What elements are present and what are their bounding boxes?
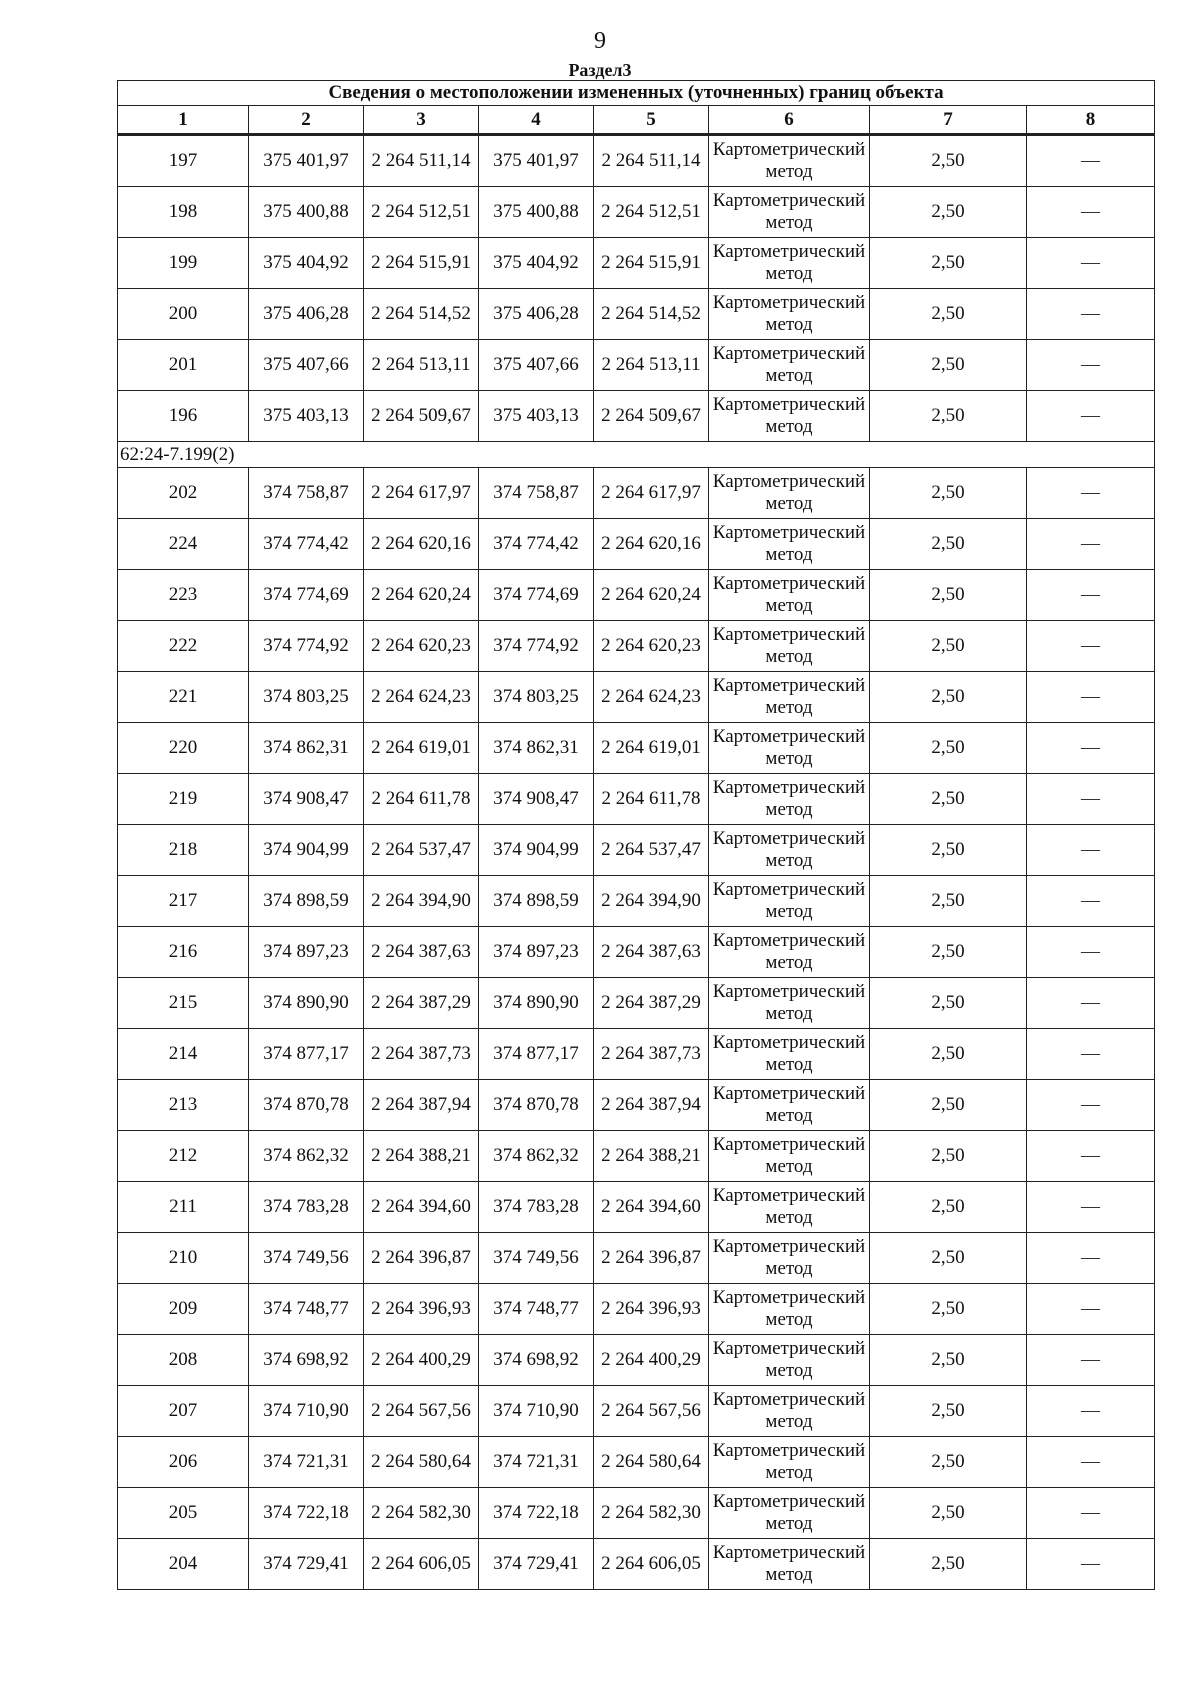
y-refined-cell: 2 264 515,91 bbox=[594, 238, 709, 289]
description-cell: — bbox=[1027, 825, 1155, 876]
point-number-cell: 223 bbox=[118, 570, 249, 621]
description-cell: — bbox=[1027, 978, 1155, 1029]
x-refined-cell: 374 908,47 bbox=[479, 774, 594, 825]
accuracy-cell: 2,50 bbox=[870, 927, 1027, 978]
y-refined-cell: 2 264 387,94 bbox=[594, 1080, 709, 1131]
x-existing-cell: 375 403,13 bbox=[249, 391, 364, 442]
determination-method-cell: Картометрический метод bbox=[709, 1437, 870, 1488]
x-refined-cell: 374 870,78 bbox=[479, 1080, 594, 1131]
y-refined-cell: 2 264 387,29 bbox=[594, 978, 709, 1029]
x-existing-cell: 374 803,25 bbox=[249, 672, 364, 723]
table-row bbox=[118, 238, 1155, 289]
x-existing-cell: 374 908,47 bbox=[249, 774, 364, 825]
x-refined-cell: 375 401,97 bbox=[479, 135, 594, 187]
y-refined-cell: 2 264 387,73 bbox=[594, 1029, 709, 1080]
point-number-cell: 215 bbox=[118, 978, 249, 1029]
point-number-cell: 209 bbox=[118, 1284, 249, 1335]
x-refined-cell: 374 904,99 bbox=[479, 825, 594, 876]
y-refined-cell: 2 264 620,24 bbox=[594, 570, 709, 621]
table-row bbox=[118, 289, 1155, 340]
table-row bbox=[118, 340, 1155, 391]
x-existing-cell: 374 783,28 bbox=[249, 1182, 364, 1233]
determination-method-cell: Картометрический метод bbox=[709, 1488, 870, 1539]
description-cell: — bbox=[1027, 1233, 1155, 1284]
x-existing-cell: 374 758,87 bbox=[249, 468, 364, 519]
point-number-cell: 212 bbox=[118, 1131, 249, 1182]
x-refined-cell: 374 897,23 bbox=[479, 927, 594, 978]
y-existing-cell: 2 264 513,11 bbox=[364, 340, 479, 391]
description-cell: — bbox=[1027, 672, 1155, 723]
x-existing-cell: 374 774,69 bbox=[249, 570, 364, 621]
y-existing-cell: 2 264 396,87 bbox=[364, 1233, 479, 1284]
description-cell: — bbox=[1027, 876, 1155, 927]
x-existing-cell: 375 404,92 bbox=[249, 238, 364, 289]
determination-method-cell: Картометрический метод bbox=[709, 391, 870, 442]
point-number-cell: 210 bbox=[118, 1233, 249, 1284]
accuracy-cell: 2,50 bbox=[870, 1233, 1027, 1284]
description-cell: — bbox=[1027, 468, 1155, 519]
y-existing-cell: 2 264 624,23 bbox=[364, 672, 479, 723]
description-cell: — bbox=[1027, 774, 1155, 825]
y-existing-cell: 2 264 512,51 bbox=[364, 187, 479, 238]
y-existing-cell: 2 264 511,14 bbox=[364, 135, 479, 187]
y-refined-cell: 2 264 509,67 bbox=[594, 391, 709, 442]
table-row bbox=[118, 1233, 1155, 1284]
table-row bbox=[118, 570, 1155, 621]
determination-method-cell: Картометрический метод bbox=[709, 1131, 870, 1182]
y-existing-cell: 2 264 387,73 bbox=[364, 1029, 479, 1080]
table-row bbox=[118, 391, 1155, 442]
determination-method-cell: Картометрический метод bbox=[709, 1386, 870, 1437]
table-row bbox=[118, 1335, 1155, 1386]
y-refined-cell: 2 264 400,29 bbox=[594, 1335, 709, 1386]
description-cell: — bbox=[1027, 1437, 1155, 1488]
x-refined-cell: 374 890,90 bbox=[479, 978, 594, 1029]
x-existing-cell: 375 401,97 bbox=[249, 135, 364, 187]
description-cell: — bbox=[1027, 340, 1155, 391]
accuracy-cell: 2,50 bbox=[870, 1386, 1027, 1437]
description-cell: — bbox=[1027, 1029, 1155, 1080]
table-row bbox=[118, 468, 1155, 519]
table-row bbox=[118, 1488, 1155, 1539]
point-number-cell: 201 bbox=[118, 340, 249, 391]
x-refined-cell: 375 403,13 bbox=[479, 391, 594, 442]
table-row bbox=[118, 723, 1155, 774]
y-existing-cell: 2 264 580,64 bbox=[364, 1437, 479, 1488]
table-row bbox=[118, 1284, 1155, 1335]
point-number-cell: 211 bbox=[118, 1182, 249, 1233]
table-row bbox=[118, 825, 1155, 876]
y-refined-cell: 2 264 567,56 bbox=[594, 1386, 709, 1437]
description-cell: — bbox=[1027, 1131, 1155, 1182]
y-existing-cell: 2 264 394,90 bbox=[364, 876, 479, 927]
x-existing-cell: 374 721,31 bbox=[249, 1437, 364, 1488]
table-row bbox=[118, 1029, 1155, 1080]
table-row bbox=[118, 135, 1155, 187]
description-cell: — bbox=[1027, 519, 1155, 570]
y-existing-cell: 2 264 611,78 bbox=[364, 774, 479, 825]
description-cell: — bbox=[1027, 1284, 1155, 1335]
description-cell: — bbox=[1027, 621, 1155, 672]
point-number-cell: 197 bbox=[118, 135, 249, 187]
y-refined-cell: 2 264 511,14 bbox=[594, 135, 709, 187]
y-refined-cell: 2 264 396,87 bbox=[594, 1233, 709, 1284]
x-existing-cell: 374 729,41 bbox=[249, 1539, 364, 1590]
x-refined-cell: 375 400,88 bbox=[479, 187, 594, 238]
table-row bbox=[118, 1080, 1155, 1131]
x-refined-cell: 374 729,41 bbox=[479, 1539, 594, 1590]
accuracy-cell: 2,50 bbox=[870, 876, 1027, 927]
x-existing-cell: 374 774,42 bbox=[249, 519, 364, 570]
accuracy-cell: 2,50 bbox=[870, 519, 1027, 570]
description-cell: — bbox=[1027, 135, 1155, 187]
point-number-cell: 204 bbox=[118, 1539, 249, 1590]
determination-method-cell: Картометрический метод bbox=[709, 570, 870, 621]
determination-method-cell: Картометрический метод bbox=[709, 1284, 870, 1335]
determination-method-cell: Картометрический метод bbox=[709, 1233, 870, 1284]
column-number-row bbox=[118, 106, 1155, 135]
boundary-coordinates-table bbox=[117, 80, 1155, 1590]
determination-method-cell: Картометрический метод bbox=[709, 289, 870, 340]
x-refined-cell: 375 404,92 bbox=[479, 238, 594, 289]
x-existing-cell: 374 898,59 bbox=[249, 876, 364, 927]
y-refined-cell: 2 264 387,63 bbox=[594, 927, 709, 978]
description-cell: — bbox=[1027, 570, 1155, 621]
x-refined-cell: 374 774,69 bbox=[479, 570, 594, 621]
accuracy-cell: 2,50 bbox=[870, 1284, 1027, 1335]
y-existing-cell: 2 264 387,29 bbox=[364, 978, 479, 1029]
accuracy-cell: 2,50 bbox=[870, 1182, 1027, 1233]
point-number-cell: 219 bbox=[118, 774, 249, 825]
table-row bbox=[118, 187, 1155, 238]
accuracy-cell: 2,50 bbox=[870, 621, 1027, 672]
point-number-cell: 207 bbox=[118, 1386, 249, 1437]
y-existing-cell: 2 264 394,60 bbox=[364, 1182, 479, 1233]
x-existing-cell: 374 890,90 bbox=[249, 978, 364, 1029]
point-number-cell: 224 bbox=[118, 519, 249, 570]
accuracy-cell: 2,50 bbox=[870, 187, 1027, 238]
y-refined-cell: 2 264 394,90 bbox=[594, 876, 709, 927]
point-number-cell: 198 bbox=[118, 187, 249, 238]
determination-method-cell: Картометрический метод bbox=[709, 1182, 870, 1233]
y-existing-cell: 2 264 387,94 bbox=[364, 1080, 479, 1131]
x-existing-cell: 375 406,28 bbox=[249, 289, 364, 340]
determination-method-cell: Картометрический метод bbox=[709, 468, 870, 519]
table-caption: Сведения о местоположении измененных (уточненных) границ объекта bbox=[118, 81, 1155, 106]
determination-method-cell: Картометрический метод bbox=[709, 825, 870, 876]
x-existing-cell: 374 749,56 bbox=[249, 1233, 364, 1284]
y-existing-cell: 2 264 514,52 bbox=[364, 289, 479, 340]
column-number: 5 bbox=[594, 106, 709, 135]
table-row bbox=[118, 519, 1155, 570]
description-cell: — bbox=[1027, 289, 1155, 340]
determination-method-cell: Картометрический метод bbox=[709, 672, 870, 723]
y-refined-cell: 2 264 617,97 bbox=[594, 468, 709, 519]
y-existing-cell: 2 264 620,24 bbox=[364, 570, 479, 621]
point-number-cell: 208 bbox=[118, 1335, 249, 1386]
description-cell: — bbox=[1027, 238, 1155, 289]
table-row bbox=[118, 927, 1155, 978]
y-existing-cell: 2 264 606,05 bbox=[364, 1539, 479, 1590]
determination-method-cell: Картометрический метод bbox=[709, 238, 870, 289]
table-row bbox=[118, 978, 1155, 1029]
accuracy-cell: 2,50 bbox=[870, 723, 1027, 774]
x-existing-cell: 374 877,17 bbox=[249, 1029, 364, 1080]
point-number-cell: 206 bbox=[118, 1437, 249, 1488]
description-cell: — bbox=[1027, 391, 1155, 442]
y-refined-cell: 2 264 620,16 bbox=[594, 519, 709, 570]
x-refined-cell: 375 406,28 bbox=[479, 289, 594, 340]
point-number-cell: 221 bbox=[118, 672, 249, 723]
point-number-cell: 214 bbox=[118, 1029, 249, 1080]
point-number-cell: 217 bbox=[118, 876, 249, 927]
section-title: Раздел3 bbox=[568, 60, 632, 80]
column-number: 7 bbox=[870, 106, 1027, 135]
y-refined-cell: 2 264 620,23 bbox=[594, 621, 709, 672]
table-row bbox=[118, 621, 1155, 672]
table-caption-row bbox=[118, 81, 1155, 106]
y-existing-cell: 2 264 619,01 bbox=[364, 723, 479, 774]
x-refined-cell: 374 774,42 bbox=[479, 519, 594, 570]
column-number: 4 bbox=[479, 106, 594, 135]
y-refined-cell: 2 264 624,23 bbox=[594, 672, 709, 723]
accuracy-cell: 2,50 bbox=[870, 1488, 1027, 1539]
accuracy-cell: 2,50 bbox=[870, 468, 1027, 519]
determination-method-cell: Картометрический метод bbox=[709, 1335, 870, 1386]
y-existing-cell: 2 264 515,91 bbox=[364, 238, 479, 289]
table-body bbox=[118, 81, 1155, 1590]
column-number: 8 bbox=[1027, 106, 1155, 135]
table-row bbox=[118, 774, 1155, 825]
accuracy-cell: 2,50 bbox=[870, 238, 1027, 289]
accuracy-cell: 2,50 bbox=[870, 1131, 1027, 1182]
x-refined-cell: 374 898,59 bbox=[479, 876, 594, 927]
accuracy-cell: 2,50 bbox=[870, 570, 1027, 621]
accuracy-cell: 2,50 bbox=[870, 672, 1027, 723]
y-refined-cell: 2 264 394,60 bbox=[594, 1182, 709, 1233]
x-refined-cell: 374 862,31 bbox=[479, 723, 594, 774]
x-existing-cell: 374 774,92 bbox=[249, 621, 364, 672]
y-existing-cell: 2 264 537,47 bbox=[364, 825, 479, 876]
x-existing-cell: 375 407,66 bbox=[249, 340, 364, 391]
point-number-cell: 202 bbox=[118, 468, 249, 519]
determination-method-cell: Картометрический метод bbox=[709, 1539, 870, 1590]
determination-method-cell: Картометрический метод bbox=[709, 519, 870, 570]
column-number: 2 bbox=[249, 106, 364, 135]
accuracy-cell: 2,50 bbox=[870, 1080, 1027, 1131]
accuracy-cell: 2,50 bbox=[870, 825, 1027, 876]
accuracy-cell: 2,50 bbox=[870, 1539, 1027, 1590]
x-refined-cell: 375 407,66 bbox=[479, 340, 594, 391]
x-refined-cell: 374 722,18 bbox=[479, 1488, 594, 1539]
x-refined-cell: 374 862,32 bbox=[479, 1131, 594, 1182]
x-existing-cell: 374 710,90 bbox=[249, 1386, 364, 1437]
x-refined-cell: 374 877,17 bbox=[479, 1029, 594, 1080]
y-refined-cell: 2 264 396,93 bbox=[594, 1284, 709, 1335]
accuracy-cell: 2,50 bbox=[870, 1437, 1027, 1488]
determination-method-cell: Картометрический метод bbox=[709, 876, 870, 927]
accuracy-cell: 2,50 bbox=[870, 340, 1027, 391]
determination-method-cell: Картометрический метод bbox=[709, 978, 870, 1029]
determination-method-cell: Картометрический метод bbox=[709, 723, 870, 774]
description-cell: — bbox=[1027, 1488, 1155, 1539]
x-existing-cell: 374 698,92 bbox=[249, 1335, 364, 1386]
point-number-cell: 213 bbox=[118, 1080, 249, 1131]
accuracy-cell: 2,50 bbox=[870, 391, 1027, 442]
y-refined-cell: 2 264 512,51 bbox=[594, 187, 709, 238]
accuracy-cell: 2,50 bbox=[870, 1029, 1027, 1080]
y-refined-cell: 2 264 580,64 bbox=[594, 1437, 709, 1488]
determination-method-cell: Картометрический метод bbox=[709, 621, 870, 672]
y-existing-cell: 2 264 387,63 bbox=[364, 927, 479, 978]
point-number-cell: 222 bbox=[118, 621, 249, 672]
description-cell: — bbox=[1027, 1539, 1155, 1590]
description-cell: — bbox=[1027, 1335, 1155, 1386]
y-refined-cell: 2 264 606,05 bbox=[594, 1539, 709, 1590]
point-number-cell: 216 bbox=[118, 927, 249, 978]
accuracy-cell: 2,50 bbox=[870, 135, 1027, 187]
description-cell: — bbox=[1027, 723, 1155, 774]
y-existing-cell: 2 264 617,97 bbox=[364, 468, 479, 519]
x-existing-cell: 374 862,32 bbox=[249, 1131, 364, 1182]
group-label: 62:24-7.199(2) bbox=[118, 442, 1155, 468]
x-existing-cell: 374 870,78 bbox=[249, 1080, 364, 1131]
description-cell: — bbox=[1027, 1080, 1155, 1131]
accuracy-cell: 2,50 bbox=[870, 978, 1027, 1029]
column-number: 6 bbox=[709, 106, 870, 135]
table-row bbox=[118, 1131, 1155, 1182]
x-refined-cell: 374 748,77 bbox=[479, 1284, 594, 1335]
x-refined-cell: 374 749,56 bbox=[479, 1233, 594, 1284]
x-refined-cell: 374 783,28 bbox=[479, 1182, 594, 1233]
x-existing-cell: 374 862,31 bbox=[249, 723, 364, 774]
y-existing-cell: 2 264 582,30 bbox=[364, 1488, 479, 1539]
table-row bbox=[118, 1386, 1155, 1437]
y-refined-cell: 2 264 619,01 bbox=[594, 723, 709, 774]
description-cell: — bbox=[1027, 187, 1155, 238]
accuracy-cell: 2,50 bbox=[870, 289, 1027, 340]
x-existing-cell: 374 904,99 bbox=[249, 825, 364, 876]
description-cell: — bbox=[1027, 1386, 1155, 1437]
column-number: 3 bbox=[364, 106, 479, 135]
x-refined-cell: 374 774,92 bbox=[479, 621, 594, 672]
y-refined-cell: 2 264 514,52 bbox=[594, 289, 709, 340]
y-refined-cell: 2 264 611,78 bbox=[594, 774, 709, 825]
table-row bbox=[118, 876, 1155, 927]
table-row bbox=[118, 1182, 1155, 1233]
point-number-cell: 218 bbox=[118, 825, 249, 876]
y-existing-cell: 2 264 567,56 bbox=[364, 1386, 479, 1437]
table-row bbox=[118, 1437, 1155, 1488]
x-refined-cell: 374 698,92 bbox=[479, 1335, 594, 1386]
point-number-cell: 205 bbox=[118, 1488, 249, 1539]
accuracy-cell: 2,50 bbox=[870, 1335, 1027, 1386]
determination-method-cell: Картометрический метод bbox=[709, 340, 870, 391]
x-existing-cell: 374 897,23 bbox=[249, 927, 364, 978]
point-number-cell: 199 bbox=[118, 238, 249, 289]
y-refined-cell: 2 264 388,21 bbox=[594, 1131, 709, 1182]
point-number-cell: 200 bbox=[118, 289, 249, 340]
x-refined-cell: 374 803,25 bbox=[479, 672, 594, 723]
page-number: 9 bbox=[594, 28, 606, 54]
x-existing-cell: 375 400,88 bbox=[249, 187, 364, 238]
table-row bbox=[118, 672, 1155, 723]
y-refined-cell: 2 264 513,11 bbox=[594, 340, 709, 391]
x-refined-cell: 374 758,87 bbox=[479, 468, 594, 519]
y-existing-cell: 2 264 509,67 bbox=[364, 391, 479, 442]
y-existing-cell: 2 264 620,23 bbox=[364, 621, 479, 672]
table-row bbox=[118, 1539, 1155, 1590]
x-existing-cell: 374 748,77 bbox=[249, 1284, 364, 1335]
determination-method-cell: Картометрический метод bbox=[709, 1080, 870, 1131]
description-cell: — bbox=[1027, 927, 1155, 978]
y-refined-cell: 2 264 582,30 bbox=[594, 1488, 709, 1539]
determination-method-cell: Картометрический метод bbox=[709, 927, 870, 978]
determination-method-cell: Картометрический метод bbox=[709, 1029, 870, 1080]
column-number: 1 bbox=[118, 106, 249, 135]
x-existing-cell: 374 722,18 bbox=[249, 1488, 364, 1539]
determination-method-cell: Картометрический метод bbox=[709, 135, 870, 187]
accuracy-cell: 2,50 bbox=[870, 774, 1027, 825]
point-number-cell: 196 bbox=[118, 391, 249, 442]
description-cell: — bbox=[1027, 1182, 1155, 1233]
y-existing-cell: 2 264 400,29 bbox=[364, 1335, 479, 1386]
x-refined-cell: 374 710,90 bbox=[479, 1386, 594, 1437]
group-header-row bbox=[118, 442, 1155, 468]
y-existing-cell: 2 264 620,16 bbox=[364, 519, 479, 570]
y-existing-cell: 2 264 388,21 bbox=[364, 1131, 479, 1182]
determination-method-cell: Картометрический метод bbox=[709, 774, 870, 825]
x-refined-cell: 374 721,31 bbox=[479, 1437, 594, 1488]
y-refined-cell: 2 264 537,47 bbox=[594, 825, 709, 876]
y-existing-cell: 2 264 396,93 bbox=[364, 1284, 479, 1335]
point-number-cell: 220 bbox=[118, 723, 249, 774]
determination-method-cell: Картометрический метод bbox=[709, 187, 870, 238]
